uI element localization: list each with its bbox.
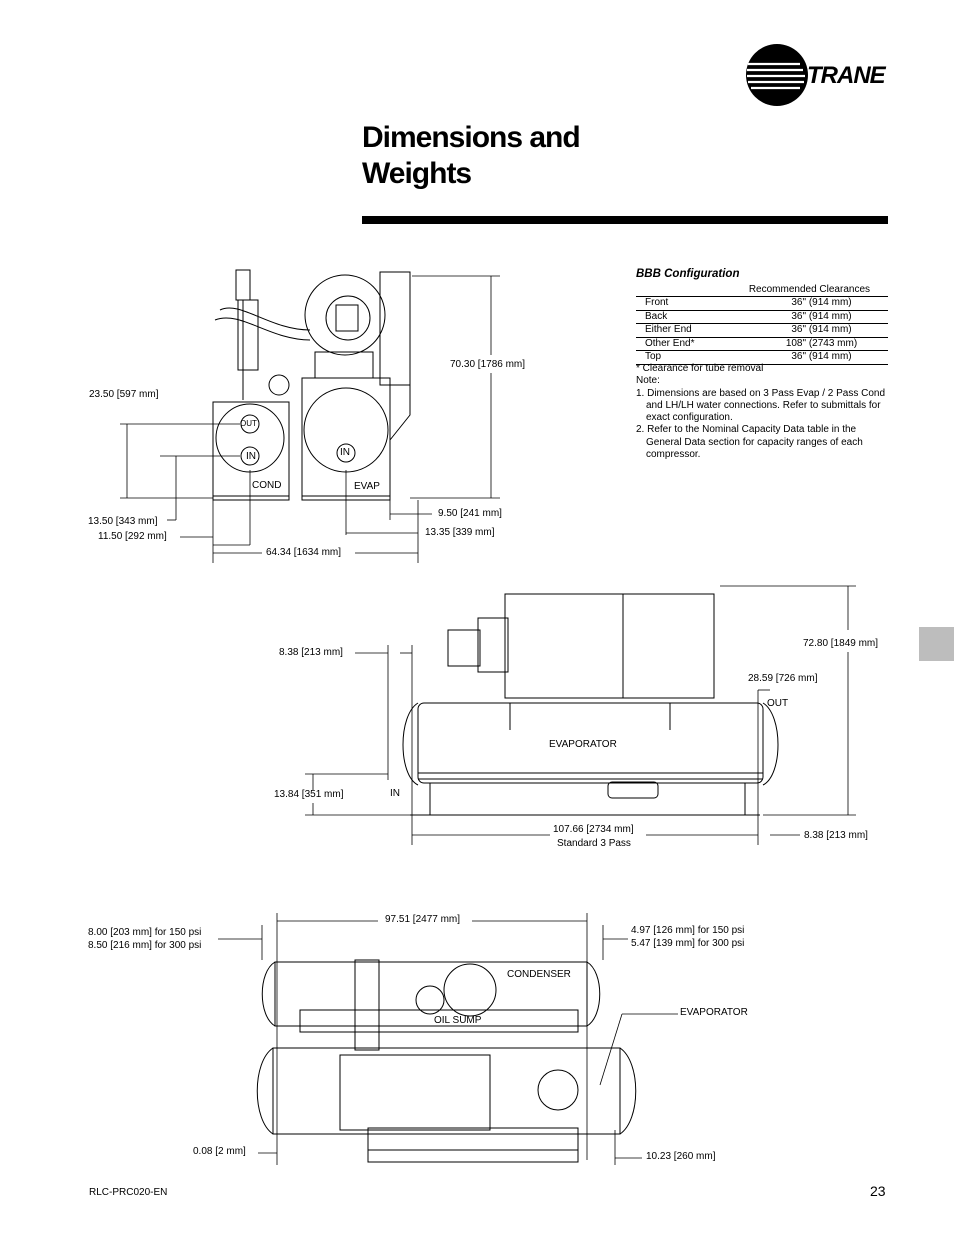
dim-end-width: 64.34 [1634 mm]	[266, 547, 342, 558]
dim-top-4-97: 4.97 [126 mm] for 150 psi	[631, 925, 745, 936]
dim-side-8-38-bot: 8.38 [213 mm]	[804, 830, 868, 841]
side-view-dimension-lines	[305, 586, 856, 845]
page-title-line1: Dimensions and	[362, 121, 580, 154]
dim-top-0-08: 0.08 [2 mm]	[193, 1146, 246, 1157]
table-row	[636, 310, 888, 324]
row-label: Other End*	[636, 337, 735, 351]
label-evap: EVAP	[354, 481, 380, 492]
label-in: IN	[246, 451, 256, 462]
dim-side-length-note: Standard 3 Pass	[557, 838, 631, 849]
table-row	[636, 324, 888, 338]
trane-logo-mark	[746, 44, 808, 106]
dim-end-11-50: 11.50 [292 mm]	[98, 531, 167, 542]
row-value: 36" (914 mm)	[735, 297, 888, 311]
label-side-in: IN	[390, 788, 400, 799]
dim-top-5-47: 5.47 [139 mm] for 300 psi	[631, 938, 745, 949]
brand-logo-text: TRANE	[807, 62, 885, 89]
section-tab-marker	[919, 627, 954, 661]
label-side-evaporator: EVAPORATOR	[549, 739, 617, 750]
row-value: 36" (914 mm)	[735, 324, 888, 338]
label-out: OUT	[240, 419, 257, 428]
row-label: Top	[636, 351, 735, 365]
table-row	[636, 337, 888, 351]
clearances-table	[636, 284, 888, 365]
dim-end-13-35: 13.35 [339 mm]	[425, 527, 495, 538]
note-2: 2. Refer to the Nominal Capacity Data table in the General Data section for capacity ranges of each compressor.	[636, 424, 863, 461]
table-row	[636, 297, 888, 311]
row-value: 36" (914 mm)	[735, 310, 888, 324]
dim-top-8-00: 8.00 [203 mm] for 150 psi	[88, 927, 202, 938]
clearances-header-row	[636, 284, 888, 297]
dim-end-out: 23.50 [597 mm]	[89, 389, 159, 400]
note-label: Note:	[636, 375, 660, 387]
label-top-oil-sump: OIL SUMP	[434, 1015, 482, 1026]
dim-side-8-38-top: 8.38 [213 mm]	[279, 647, 343, 658]
dim-top-8-50: 8.50 [216 mm] for 300 psi	[88, 940, 202, 951]
label-top-condenser: CONDENSER	[507, 969, 571, 980]
end-view-dimension-lines	[120, 276, 500, 563]
row-label: Either End	[636, 324, 735, 338]
end-view-drawing	[213, 270, 410, 500]
footnote: * Clearance for tube removal	[636, 363, 764, 374]
label-in-evap: IN	[340, 447, 350, 458]
note-1: 1. Dimensions are based on 3 Pass Evap / 2 Pass Cond and LH/LH water connections. Refer to submittals for exact configuration.	[636, 387, 886, 424]
dim-end-height: 70.30 [1786 mm]	[450, 359, 526, 370]
side-view-drawing	[403, 594, 778, 815]
dim-end-9-50: 9.50 [241 mm]	[438, 508, 502, 519]
footer-doc-code: RLC-PRC020-EN	[89, 1187, 168, 1198]
title-rule	[362, 216, 888, 224]
page-number: 23	[870, 1183, 886, 1199]
clearances-header: Recommended Clearances	[735, 284, 888, 297]
dim-side-72-80: 72.80 [1849 mm]	[803, 638, 879, 649]
dim-top-10-23: 10.23 [260 mm]	[646, 1151, 716, 1162]
row-label: Front	[636, 297, 735, 311]
dim-side-length: 107.66 [2734 mm]	[553, 824, 634, 835]
dim-top-97-51: 97.51 [2477 mm]	[385, 914, 461, 925]
label-top-evaporator: EVAPORATOR	[680, 1007, 748, 1018]
page-title	[362, 120, 580, 192]
row-value: 36" (914 mm)	[735, 351, 888, 365]
config-title: BBB Configuration	[636, 268, 740, 280]
row-label: Back	[636, 310, 735, 324]
dim-side-28-59: 28.59 [726 mm]	[748, 673, 818, 684]
top-view-dimension-lines	[218, 913, 678, 1165]
row-value: 108" (2743 mm)	[735, 337, 888, 351]
label-cond: COND	[252, 480, 282, 491]
clearance-notes	[636, 363, 886, 461]
label-side-out: OUT	[767, 698, 789, 709]
top-view-drawing	[257, 960, 636, 1162]
table-row	[636, 351, 888, 365]
page-title-line2: Weights	[362, 157, 472, 190]
dim-end-13-50: 13.50 [343 mm]	[88, 516, 158, 527]
dim-side-13-84: 13.84 [351 mm]	[274, 789, 344, 800]
